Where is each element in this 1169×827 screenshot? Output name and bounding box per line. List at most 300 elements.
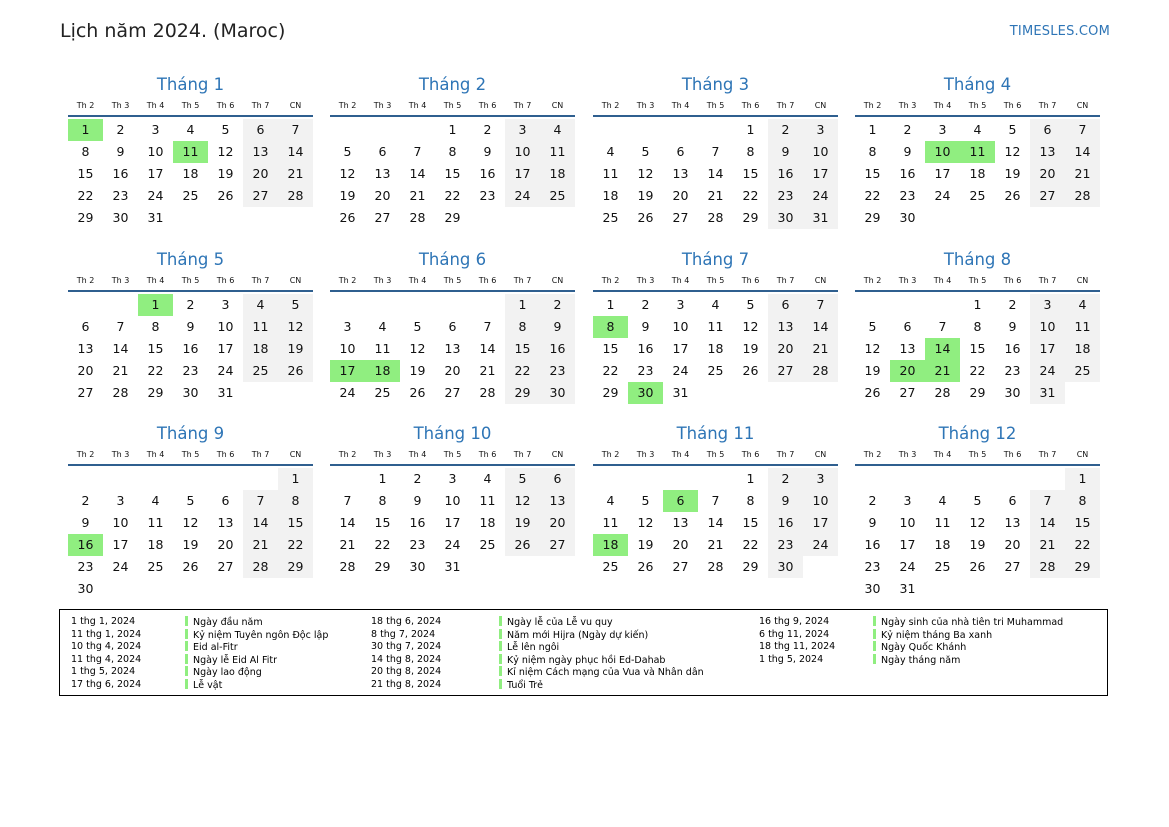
day-cell: 23 [182, 363, 199, 378]
legend-holiday-name [185, 629, 328, 642]
day-cell: 31 [217, 385, 234, 400]
day-cell: 19 [742, 341, 759, 356]
weekday-label: Th 4 [408, 276, 427, 285]
day-cell: 7 [343, 493, 352, 508]
weekday-label: Th 3 [373, 101, 392, 110]
day-cell: 15 [374, 515, 391, 530]
weekday-label: Th 7 [251, 450, 270, 459]
legend-holiday-name [873, 641, 1063, 654]
day-cell: 4 [186, 122, 195, 137]
day-cell: 26 [409, 385, 426, 400]
legend-holiday-name [873, 629, 1063, 642]
weekday-header [855, 96, 1100, 117]
day-cell: 15 [147, 341, 164, 356]
weekday-label: Th 6 [741, 450, 760, 459]
day-cell: 11 [374, 341, 391, 356]
weekday-label: Th 2 [601, 450, 620, 459]
day-cell: 13 [374, 166, 391, 181]
legend-names-3 [873, 616, 1063, 666]
legend-holiday-name [185, 666, 328, 679]
day-cell: 27 [768, 360, 803, 382]
day-cell: 11 [243, 316, 278, 338]
day-cell: 12 [339, 166, 356, 181]
day-cell: 24 [339, 385, 356, 400]
day-cell: 10 [672, 319, 689, 334]
holiday-day-cell: 16 [68, 534, 103, 556]
day-cell: 14 [803, 316, 838, 338]
day-cell: 14 [409, 166, 426, 181]
day-cell: 24 [147, 188, 164, 203]
month-12 [855, 423, 1100, 600]
day-cell: 12 [278, 316, 313, 338]
weekday-label: Th 3 [373, 276, 392, 285]
day-cell: 16 [768, 512, 803, 534]
day-cell: 12 [217, 144, 234, 159]
empty-cell [365, 119, 400, 141]
holiday-day-cell: 10 [925, 141, 960, 163]
day-cell: 2 [868, 493, 877, 508]
legend-date: 6 thg 11, 2024 [759, 628, 830, 640]
day-cell: 29 [602, 385, 619, 400]
day-cell: 25 [602, 210, 619, 225]
day-cell: 17 [1030, 338, 1065, 360]
day-cell: 6 [1030, 119, 1065, 141]
day-cell: 4 [938, 493, 947, 508]
holiday-day-cell: 14 [925, 338, 960, 360]
days-grid [855, 294, 1100, 404]
day-cell: 4 [540, 119, 575, 141]
weekday-label: Th 2 [76, 101, 95, 110]
day-cell: 19 [864, 363, 881, 378]
month-3 [593, 74, 838, 229]
day-cell: 19 [637, 188, 654, 203]
day-cell: 5 [343, 144, 352, 159]
weekday-label: Th 3 [111, 450, 130, 459]
day-cell: 24 [112, 559, 129, 574]
holiday-day-cell: 30 [628, 382, 663, 404]
day-cell: 30 [1004, 385, 1021, 400]
day-cell: 4 [483, 471, 492, 486]
holiday-name-text: Kỷ niệm Tuyên ngôn Độc lập [193, 629, 329, 641]
day-cell: 10 [339, 341, 356, 356]
day-cell: 22 [1065, 534, 1100, 556]
day-cell: 23 [637, 363, 654, 378]
day-cell: 10 [505, 141, 540, 163]
day-cell: 20 [768, 338, 803, 360]
weekday-label: Th 4 [671, 101, 690, 110]
day-cell: 31 [672, 385, 689, 400]
day-cell: 20 [1030, 163, 1065, 185]
day-cell: 28 [479, 385, 496, 400]
weekday-label: CN [551, 276, 564, 285]
day-cell: 1 [868, 122, 877, 137]
day-cell: 22 [602, 363, 619, 378]
weekday-header [330, 96, 575, 117]
day-cell: 28 [339, 559, 356, 574]
day-cell: 13 [217, 515, 234, 530]
month-6 [330, 249, 575, 404]
day-cell: 1 [378, 471, 387, 486]
weekday-label: Th 6 [216, 101, 235, 110]
day-cell: 18 [182, 166, 199, 181]
day-cell: 8 [746, 144, 755, 159]
day-cell: 28 [243, 556, 278, 578]
day-cell: 14 [1030, 512, 1065, 534]
day-cell: 28 [278, 185, 313, 207]
day-cell: 2 [903, 122, 912, 137]
day-cell: 30 [768, 556, 803, 578]
day-cell: 20 [1004, 537, 1021, 552]
day-cell: 23 [112, 188, 129, 203]
day-cell: 9 [1008, 319, 1017, 334]
day-cell: 7 [413, 144, 422, 159]
day-cell: 24 [672, 363, 689, 378]
day-cell: 17 [899, 537, 916, 552]
day-cell: 14 [278, 141, 313, 163]
legend-date: 8 thg 7, 2024 [371, 628, 436, 640]
day-cell: 1 [1065, 468, 1100, 490]
day-cell: 8 [378, 493, 387, 508]
holiday-day-cell: 8 [593, 316, 628, 338]
day-cell: 3 [151, 122, 160, 137]
weekday-label: Th 4 [146, 450, 165, 459]
day-cell: 24 [803, 534, 838, 556]
day-cell: 19 [1004, 166, 1021, 181]
days-grid [68, 294, 313, 404]
day-cell: 3 [676, 297, 685, 312]
holiday-name-text: Kỷ niệm ngày phục hồi Ed-Dahab [507, 654, 666, 666]
holiday-marker [185, 654, 188, 664]
weekday-label: Th 4 [933, 450, 952, 459]
holiday-marker [499, 616, 502, 626]
month-title: Tháng 8 [943, 250, 1012, 269]
day-cell: 29 [147, 385, 164, 400]
legend-date: 14 thg 8, 2024 [371, 653, 442, 665]
day-cell: 7 [116, 319, 125, 334]
legend-holiday-name [185, 641, 328, 654]
day-cell: 29 [864, 210, 881, 225]
day-cell: 6 [903, 319, 912, 334]
day-cell: 5 [413, 319, 422, 334]
empty-cell [400, 294, 435, 316]
day-cell: 22 [864, 188, 881, 203]
day-cell: 8 [278, 490, 313, 512]
weekday-label: Th 7 [513, 101, 532, 110]
day-cell: 4 [711, 297, 720, 312]
day-cell: 5 [221, 122, 230, 137]
site-link[interactable]: TIMESLES.COM [1009, 24, 1110, 39]
day-cell: 14 [1065, 141, 1100, 163]
day-cell: 27 [77, 385, 94, 400]
day-cell: 4 [973, 122, 982, 137]
day-cell: 21 [243, 534, 278, 556]
day-cell: 10 [217, 319, 234, 334]
month-title: Tháng 10 [413, 424, 492, 443]
legend-date: 10 thg 4, 2024 [71, 641, 142, 653]
day-cell: 28 [934, 385, 951, 400]
day-cell: 21 [707, 188, 724, 203]
day-cell: 5 [641, 493, 650, 508]
empty-cell [103, 468, 138, 490]
weekday-label: Th 4 [933, 276, 952, 285]
day-cell: 11 [147, 515, 164, 530]
legend-date: 16 thg 9, 2024 [759, 616, 830, 627]
holiday-name-text: Kỉ niệm Cách mạng của Vua và Nhân dân [507, 667, 704, 679]
day-cell: 10 [444, 493, 461, 508]
holiday-name-text: Ngày sinh của nhà tiên tri Muhammad [881, 617, 1064, 628]
empty-cell [330, 294, 365, 316]
empty-cell [628, 468, 663, 490]
day-cell: 2 [540, 294, 575, 316]
legend-holiday-name [185, 616, 328, 629]
day-cell: 7 [1030, 490, 1065, 512]
day-cell: 4 [243, 294, 278, 316]
weekday-label: Th 5 [181, 101, 200, 110]
empty-cell [855, 294, 890, 316]
day-cell: 27 [243, 185, 278, 207]
day-cell: 27 [217, 559, 234, 574]
month-title: Tháng 12 [938, 424, 1017, 443]
day-cell: 26 [217, 188, 234, 203]
weekday-header [68, 445, 313, 466]
month-title: Tháng 6 [418, 250, 487, 269]
holiday-day-cell: 20 [890, 360, 925, 382]
day-cell: 22 [444, 188, 461, 203]
day-cell: 19 [339, 188, 356, 203]
day-cell: 6 [81, 319, 90, 334]
day-cell: 21 [409, 188, 426, 203]
holiday-marker [873, 641, 876, 651]
weekday-label: Th 3 [898, 276, 917, 285]
day-cell: 15 [444, 166, 461, 181]
weekday-label: Th 2 [863, 276, 882, 285]
empty-cell [138, 468, 173, 490]
day-cell: 6 [676, 144, 685, 159]
weekday-header [68, 96, 313, 117]
month-title: Tháng 4 [943, 75, 1012, 94]
day-cell: 23 [768, 534, 803, 556]
day-cell: 21 [112, 363, 129, 378]
day-cell: 16 [409, 515, 426, 530]
empty-cell [995, 468, 1030, 490]
day-cell: 3 [448, 471, 457, 486]
day-cell: 20 [444, 363, 461, 378]
day-cell: 9 [868, 515, 877, 530]
holiday-marker [873, 654, 876, 664]
day-cell: 12 [409, 341, 426, 356]
day-cell: 11 [934, 515, 951, 530]
legend-date: 17 thg 6, 2024 [71, 678, 142, 690]
day-cell: 8 [151, 319, 160, 334]
month-title: Tháng 3 [681, 75, 750, 94]
empty-cell [855, 468, 890, 490]
holiday-name-text: Ngày lao động [193, 667, 262, 679]
legend-date: 1 thg 1, 2024 [71, 616, 136, 627]
day-cell: 14 [479, 341, 496, 356]
weekday-label: Th 2 [863, 450, 882, 459]
day-cell: 3 [343, 319, 352, 334]
legend-date: 30 thg 7, 2024 [371, 641, 442, 653]
day-cell: 26 [637, 559, 654, 574]
day-cell: 23 [409, 537, 426, 552]
weekday-label: Th 6 [216, 450, 235, 459]
day-cell: 1 [278, 468, 313, 490]
weekday-label: Th 7 [513, 276, 532, 285]
day-cell: 2 [768, 468, 803, 490]
empty-cell [1030, 468, 1065, 490]
holiday-marker [185, 629, 188, 639]
weekday-label: Th 2 [76, 276, 95, 285]
day-cell: 3 [1030, 294, 1065, 316]
legend-date: 18 thg 11, 2024 [759, 641, 836, 653]
day-cell: 3 [505, 119, 540, 141]
day-cell: 8 [1065, 490, 1100, 512]
weekday-label: Th 6 [478, 101, 497, 110]
days-grid [330, 119, 575, 229]
day-cell: 12 [505, 490, 540, 512]
day-cell: 22 [278, 534, 313, 556]
day-cell: 9 [641, 319, 650, 334]
day-cell: 5 [186, 493, 195, 508]
weekday-label: Th 6 [216, 276, 235, 285]
day-cell: 4 [378, 319, 387, 334]
day-cell: 12 [1004, 144, 1021, 159]
day-cell: 25 [374, 385, 391, 400]
day-cell: 12 [637, 166, 654, 181]
day-cell: 2 [186, 297, 195, 312]
day-cell: 22 [742, 188, 759, 203]
day-cell: 7 [1065, 119, 1100, 141]
day-cell: 18 [479, 515, 496, 530]
day-cell: 11 [602, 515, 619, 530]
legend-holiday-name [873, 654, 1063, 667]
legend-holiday-name [499, 641, 704, 654]
day-cell: 19 [637, 537, 654, 552]
day-cell: 28 [1065, 185, 1100, 207]
day-cell: 9 [116, 144, 125, 159]
day-cell: 10 [1030, 316, 1065, 338]
day-cell: 23 [1004, 363, 1021, 378]
day-cell: 25 [540, 185, 575, 207]
weekday-label: Th 7 [513, 450, 532, 459]
month-5 [68, 249, 313, 404]
weekday-label: Th 4 [408, 450, 427, 459]
day-cell: 11 [540, 141, 575, 163]
empty-cell [435, 294, 470, 316]
holiday-day-cell: 1 [138, 294, 173, 316]
day-cell: 30 [864, 581, 881, 596]
month-10 [330, 423, 575, 578]
weekday-label: CN [551, 450, 564, 459]
weekday-label: CN [1076, 450, 1089, 459]
day-cell: 30 [540, 382, 575, 404]
day-cell: 29 [278, 556, 313, 578]
legend-holiday-name [499, 679, 704, 692]
day-cell: 23 [899, 188, 916, 203]
weekday-header [593, 445, 838, 466]
empty-cell [208, 468, 243, 490]
holiday-marker [185, 616, 188, 626]
day-cell: 18 [243, 338, 278, 360]
weekday-label: CN [289, 101, 302, 110]
weekday-label: Th 2 [601, 101, 620, 110]
day-cell: 16 [540, 338, 575, 360]
day-cell: 4 [606, 144, 615, 159]
day-cell: 31 [803, 207, 838, 229]
day-cell: 30 [899, 210, 916, 225]
day-cell: 3 [116, 493, 125, 508]
weekday-label: Th 7 [1038, 450, 1057, 459]
weekday-label: Th 3 [636, 101, 655, 110]
day-cell: 1 [606, 297, 615, 312]
day-cell: 7 [938, 319, 947, 334]
holiday-day-cell: 11 [960, 141, 995, 163]
holiday-marker [499, 654, 502, 664]
weekday-label: CN [814, 276, 827, 285]
month-title: Tháng 5 [156, 250, 225, 269]
day-cell: 12 [969, 515, 986, 530]
weekday-label: Th 7 [776, 450, 795, 459]
empty-cell [960, 468, 995, 490]
day-cell: 7 [803, 294, 838, 316]
day-cell: 29 [969, 385, 986, 400]
days-grid [330, 468, 575, 578]
month-4 [855, 74, 1100, 229]
weekday-label: Th 2 [601, 276, 620, 285]
day-cell: 26 [339, 210, 356, 225]
month-1 [68, 74, 313, 229]
day-cell: 24 [1030, 360, 1065, 382]
days-grid [593, 294, 838, 404]
day-cell: 10 [803, 490, 838, 512]
day-cell: 30 [182, 385, 199, 400]
holiday-marker [499, 666, 502, 676]
day-cell: 25 [969, 188, 986, 203]
weekday-label: Th 6 [1003, 276, 1022, 285]
weekday-header [855, 271, 1100, 292]
weekday-label: Th 5 [181, 276, 200, 285]
day-cell: 7 [243, 490, 278, 512]
empty-cell [330, 468, 365, 490]
day-cell: 16 [182, 341, 199, 356]
day-cell: 29 [505, 382, 540, 404]
day-cell: 15 [1065, 512, 1100, 534]
holiday-day-cell: 17 [330, 360, 365, 382]
day-cell: 4 [1065, 294, 1100, 316]
weekday-header [593, 96, 838, 117]
day-cell: 21 [803, 338, 838, 360]
day-cell: 27 [672, 559, 689, 574]
legend-holiday-name [499, 616, 704, 629]
day-cell: 17 [672, 341, 689, 356]
day-cell: 5 [278, 294, 313, 316]
weekday-label: Th 5 [443, 276, 462, 285]
empty-cell [663, 119, 698, 141]
day-cell: 2 [413, 471, 422, 486]
day-cell: 12 [742, 319, 759, 334]
day-cell: 15 [969, 341, 986, 356]
empty-cell [698, 468, 733, 490]
day-cell: 13 [77, 341, 94, 356]
empty-cell [68, 468, 103, 490]
empty-cell [890, 294, 925, 316]
weekday-label: Th 5 [443, 101, 462, 110]
day-cell: 6 [448, 319, 457, 334]
day-cell: 11 [479, 493, 496, 508]
weekday-label: Th 2 [338, 276, 357, 285]
days-grid [855, 468, 1100, 600]
weekday-label: Th 5 [968, 101, 987, 110]
